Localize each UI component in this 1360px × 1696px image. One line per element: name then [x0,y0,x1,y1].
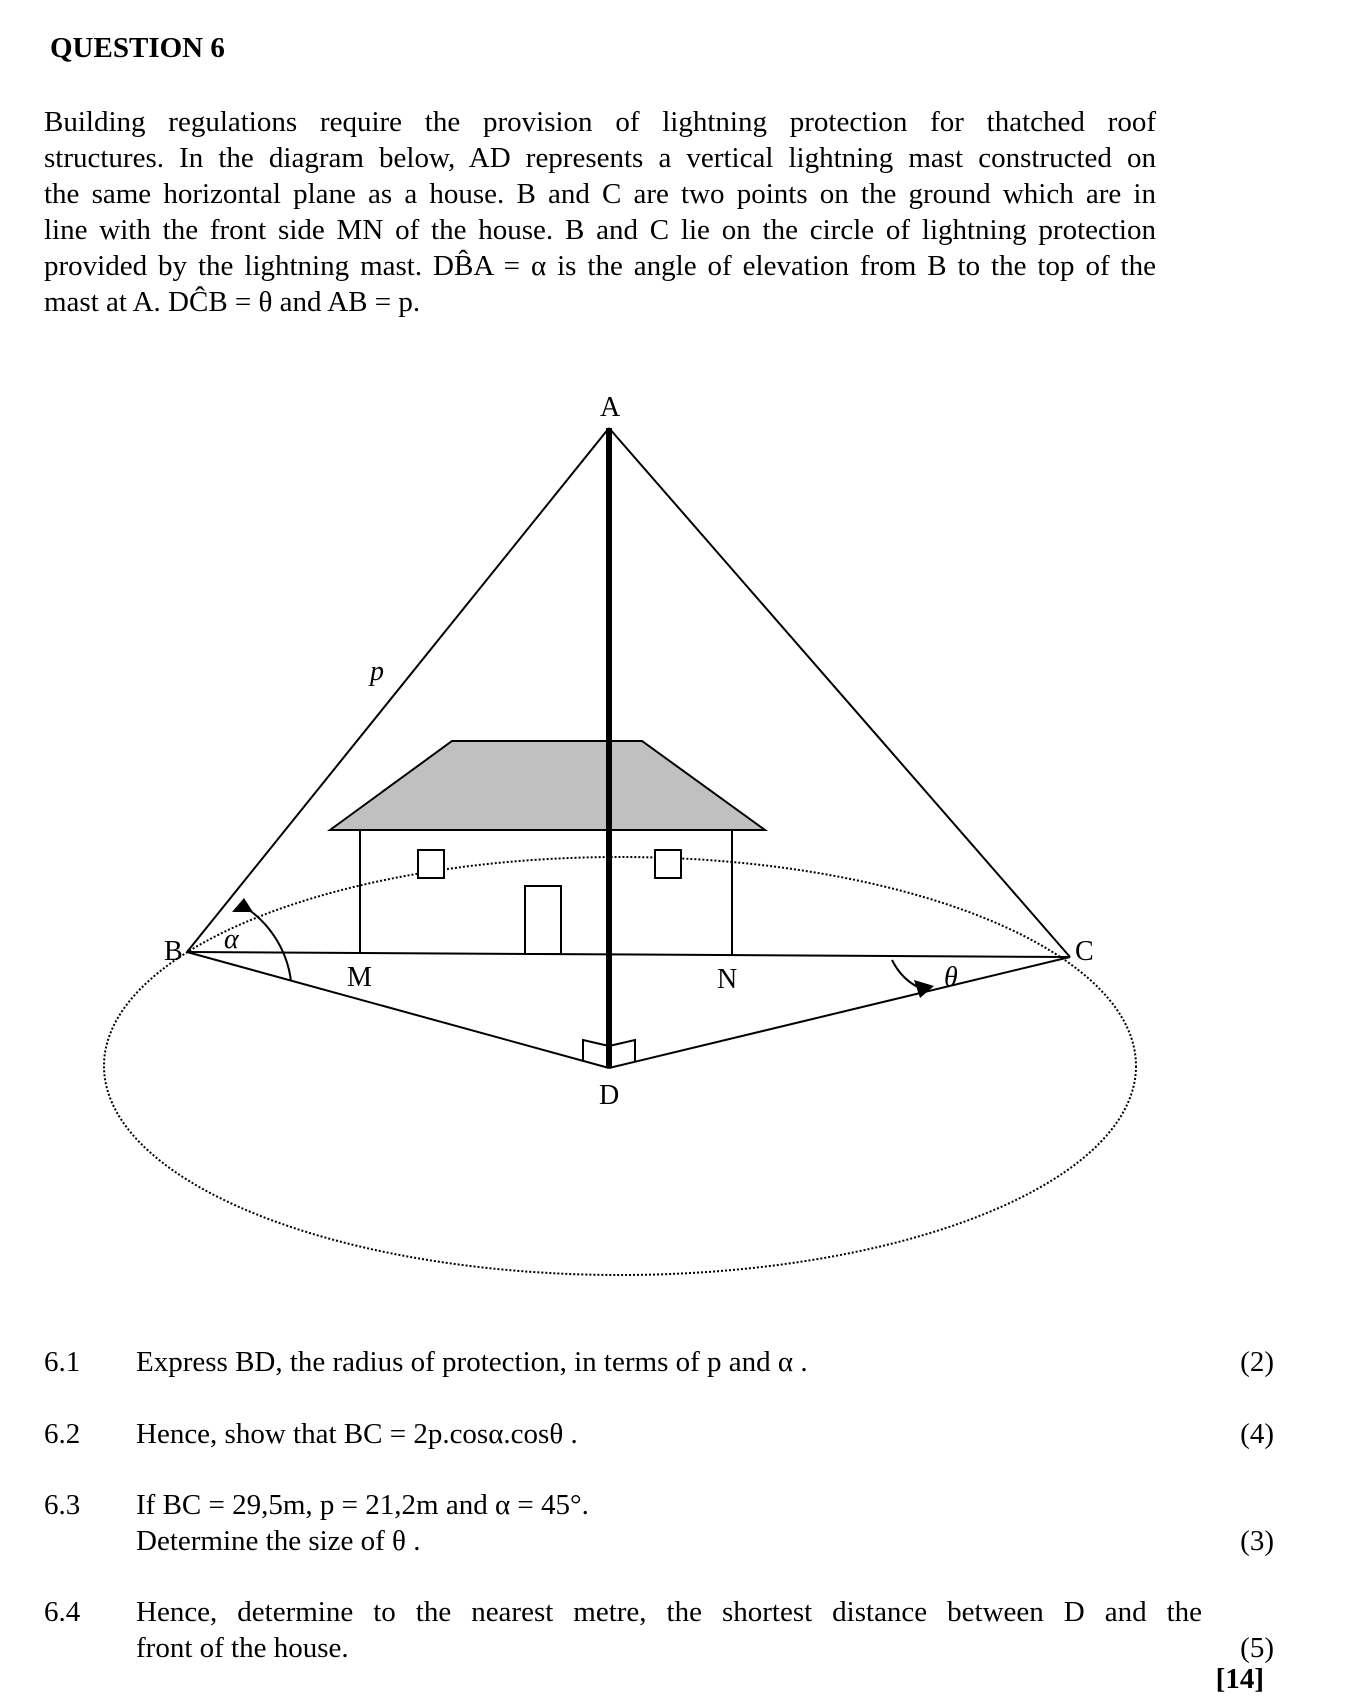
question-text [136,1594,1202,1666]
label-alpha: α [224,924,239,955]
question-marks: (5) [1240,1632,1274,1664]
question-marks: (4) [1240,1418,1274,1450]
intro-line: structures. In the diagram below, AD represents a vertical lightning mast constructed on [44,142,1156,174]
question-title: QUESTION 6 [50,32,225,64]
question-number: 6.1 [44,1346,81,1378]
question-text-line: Hence, determine to the nearest metre, the shortest distance between D and the [136,1596,1202,1628]
label-A: A [600,392,621,423]
house-roof [330,741,765,830]
label-C: C [1075,936,1094,967]
label-N: N [717,964,738,995]
label-D: D [599,1080,620,1111]
line-AB [187,428,609,952]
question-number: 6.3 [44,1489,81,1521]
house-window-left [418,850,444,878]
line-BC [187,952,1070,957]
intro-line: mast at A. DĈB = θ and AB = p. [44,286,421,318]
label-B: B [164,936,183,967]
intro-line: Building regulations require the provision of lightning protection for thatched roof [44,106,1156,138]
angle-theta-arrowhead [914,980,934,998]
label-M: M [347,962,372,993]
house-door [525,886,561,954]
right-angle-marker [583,1040,609,1062]
line-CD [609,957,1070,1068]
question-marks: (3) [1240,1525,1274,1557]
question-text-line: If BC = 29,5m, p = 21,2m and α = 45°. [136,1489,589,1521]
question-marks: (2) [1240,1346,1274,1378]
question-text-line: front of the house. [136,1632,349,1664]
right-angle-marker [609,1040,635,1062]
intro-line: the same horizontal plane as a house. B and C are two points on the ground which are in [44,178,1156,210]
question-text: Express BD, the radius of protection, in terms of p and α . [136,1346,808,1378]
intro-line: line with the front side MN of the house. B and C lie on the circle of lightning protection [44,214,1156,246]
question-text: Hence, show that BC = 2p.cosα.cosθ . [136,1418,578,1450]
line-BD [187,952,609,1068]
question-number: 6.4 [44,1596,81,1628]
house-window-right [655,850,681,878]
angle-alpha-arrowhead [232,898,253,912]
intro-line: provided by the lightning mast. DB̂A = α is the angle of elevation from B to the top of the [44,250,1156,282]
total-marks: [14] [1215,1663,1264,1695]
label-p: p [370,656,384,687]
question-text [136,1487,1202,1559]
label-theta: θ [944,962,958,993]
question-number: 6.2 [44,1418,81,1450]
question-text-line: Determine the size of θ . [136,1525,421,1557]
